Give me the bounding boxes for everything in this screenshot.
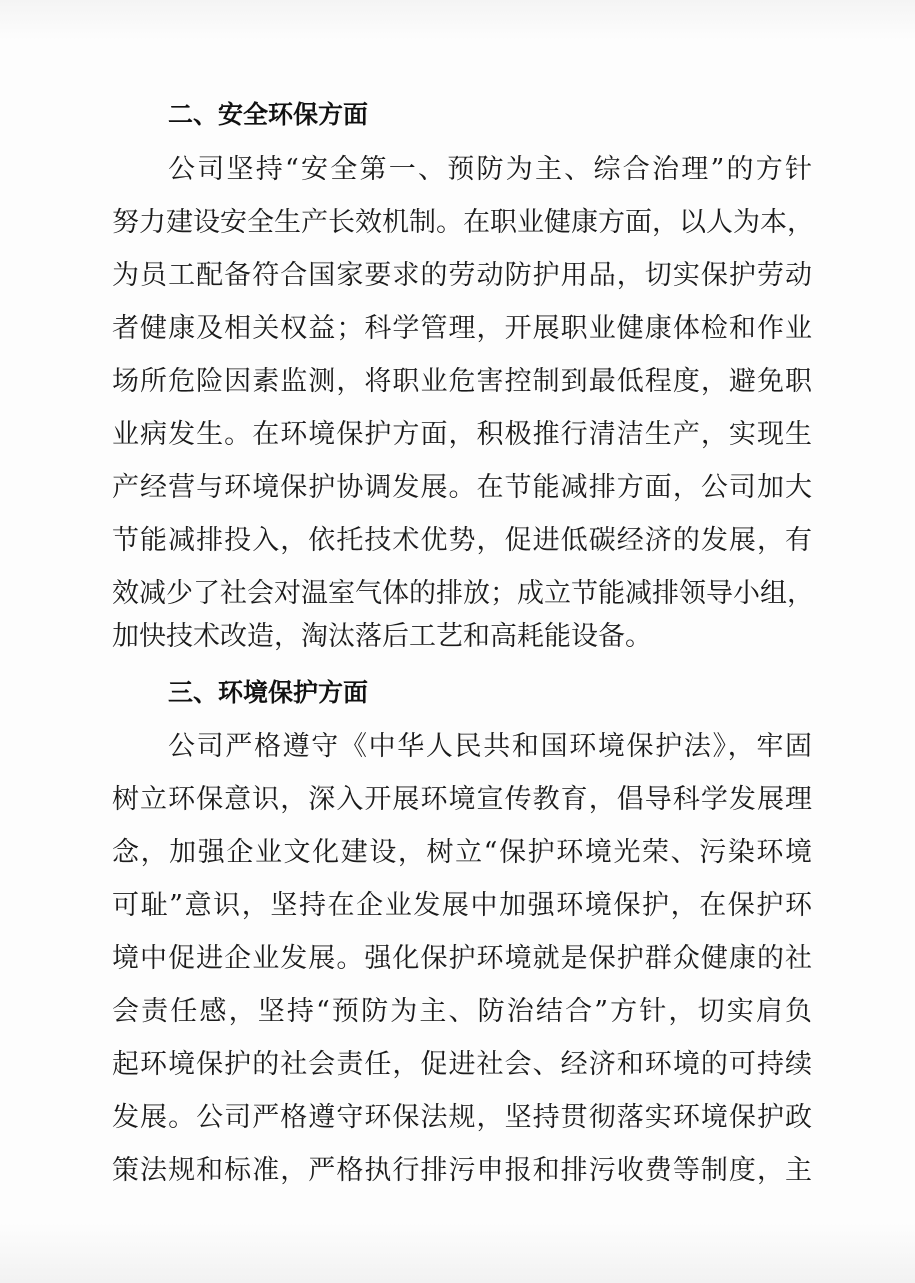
paragraph-line: 公司坚持“安全第一、预防为主、综合治理”的方针 <box>168 154 812 185</box>
paragraph-line: 会责任感，坚持“预防为主、防治结合”方针，切实肩负 <box>112 996 812 1027</box>
scan-top-shadow <box>0 0 915 40</box>
paragraph-line: 树立环保意识，深入开展环境宣传教育，倡导科学发展理 <box>112 784 812 815</box>
paragraph-line: 业病发生。在环境保护方面，积极推行清洁生产，实现生 <box>112 419 812 450</box>
paragraph-line: 可耻”意识，坚持在企业发展中加强环境保护，在保护环 <box>112 890 812 921</box>
paragraph-line: 境中促进企业发展。强化保护环境就是保护群众健康的社 <box>112 943 812 974</box>
section-heading-safety-environment: 二、安全环保方面 <box>168 100 369 129</box>
paragraph-line: 加快技术改造，淘汰落后工艺和高耗能设备。 <box>112 621 652 652</box>
paragraph-line: 场所危险因素监测，将职业危害控制到最低程度，避免职 <box>112 366 812 397</box>
paragraph-line: 起环境保护的社会责任，促进社会、经济和环境的可持续 <box>112 1049 812 1080</box>
section-heading-environmental-protection: 三、环境保护方面 <box>168 678 369 707</box>
scan-bottom-shadow <box>0 1223 915 1283</box>
paragraph-line: 节能减排投入，依托技术优势，促进低碳经济的发展，有 <box>112 525 812 556</box>
paragraph-line: 念，加强企业文化建设，树立“保护环境光荣、污染环境 <box>112 837 812 868</box>
paragraph-line: 努力建设安全生产长效机制。在职业健康方面，以人为本， <box>112 207 814 238</box>
paragraph-line: 公司严格遵守《中华人民共和国环境保护法》，牢固 <box>168 731 812 762</box>
paragraph-line: 为员工配备符合国家要求的劳动防护用品，切实保护劳动 <box>112 260 812 291</box>
paragraph-line: 者健康及相关权益；科学管理，开展职业健康体检和作业 <box>112 313 812 344</box>
paragraph-line: 发展。公司严格遵守环保法规，坚持贯彻落实环境保护政 <box>112 1102 812 1133</box>
paragraph-line: 效减少了社会对温室气体的排放；成立节能减排领导小组， <box>112 578 814 609</box>
paragraph-line: 策法规和标准，严格执行排污申报和排污收费等制度，主 <box>112 1155 812 1186</box>
paragraph-line: 产经营与环境保护协调发展。在节能减排方面，公司加大 <box>112 472 812 503</box>
